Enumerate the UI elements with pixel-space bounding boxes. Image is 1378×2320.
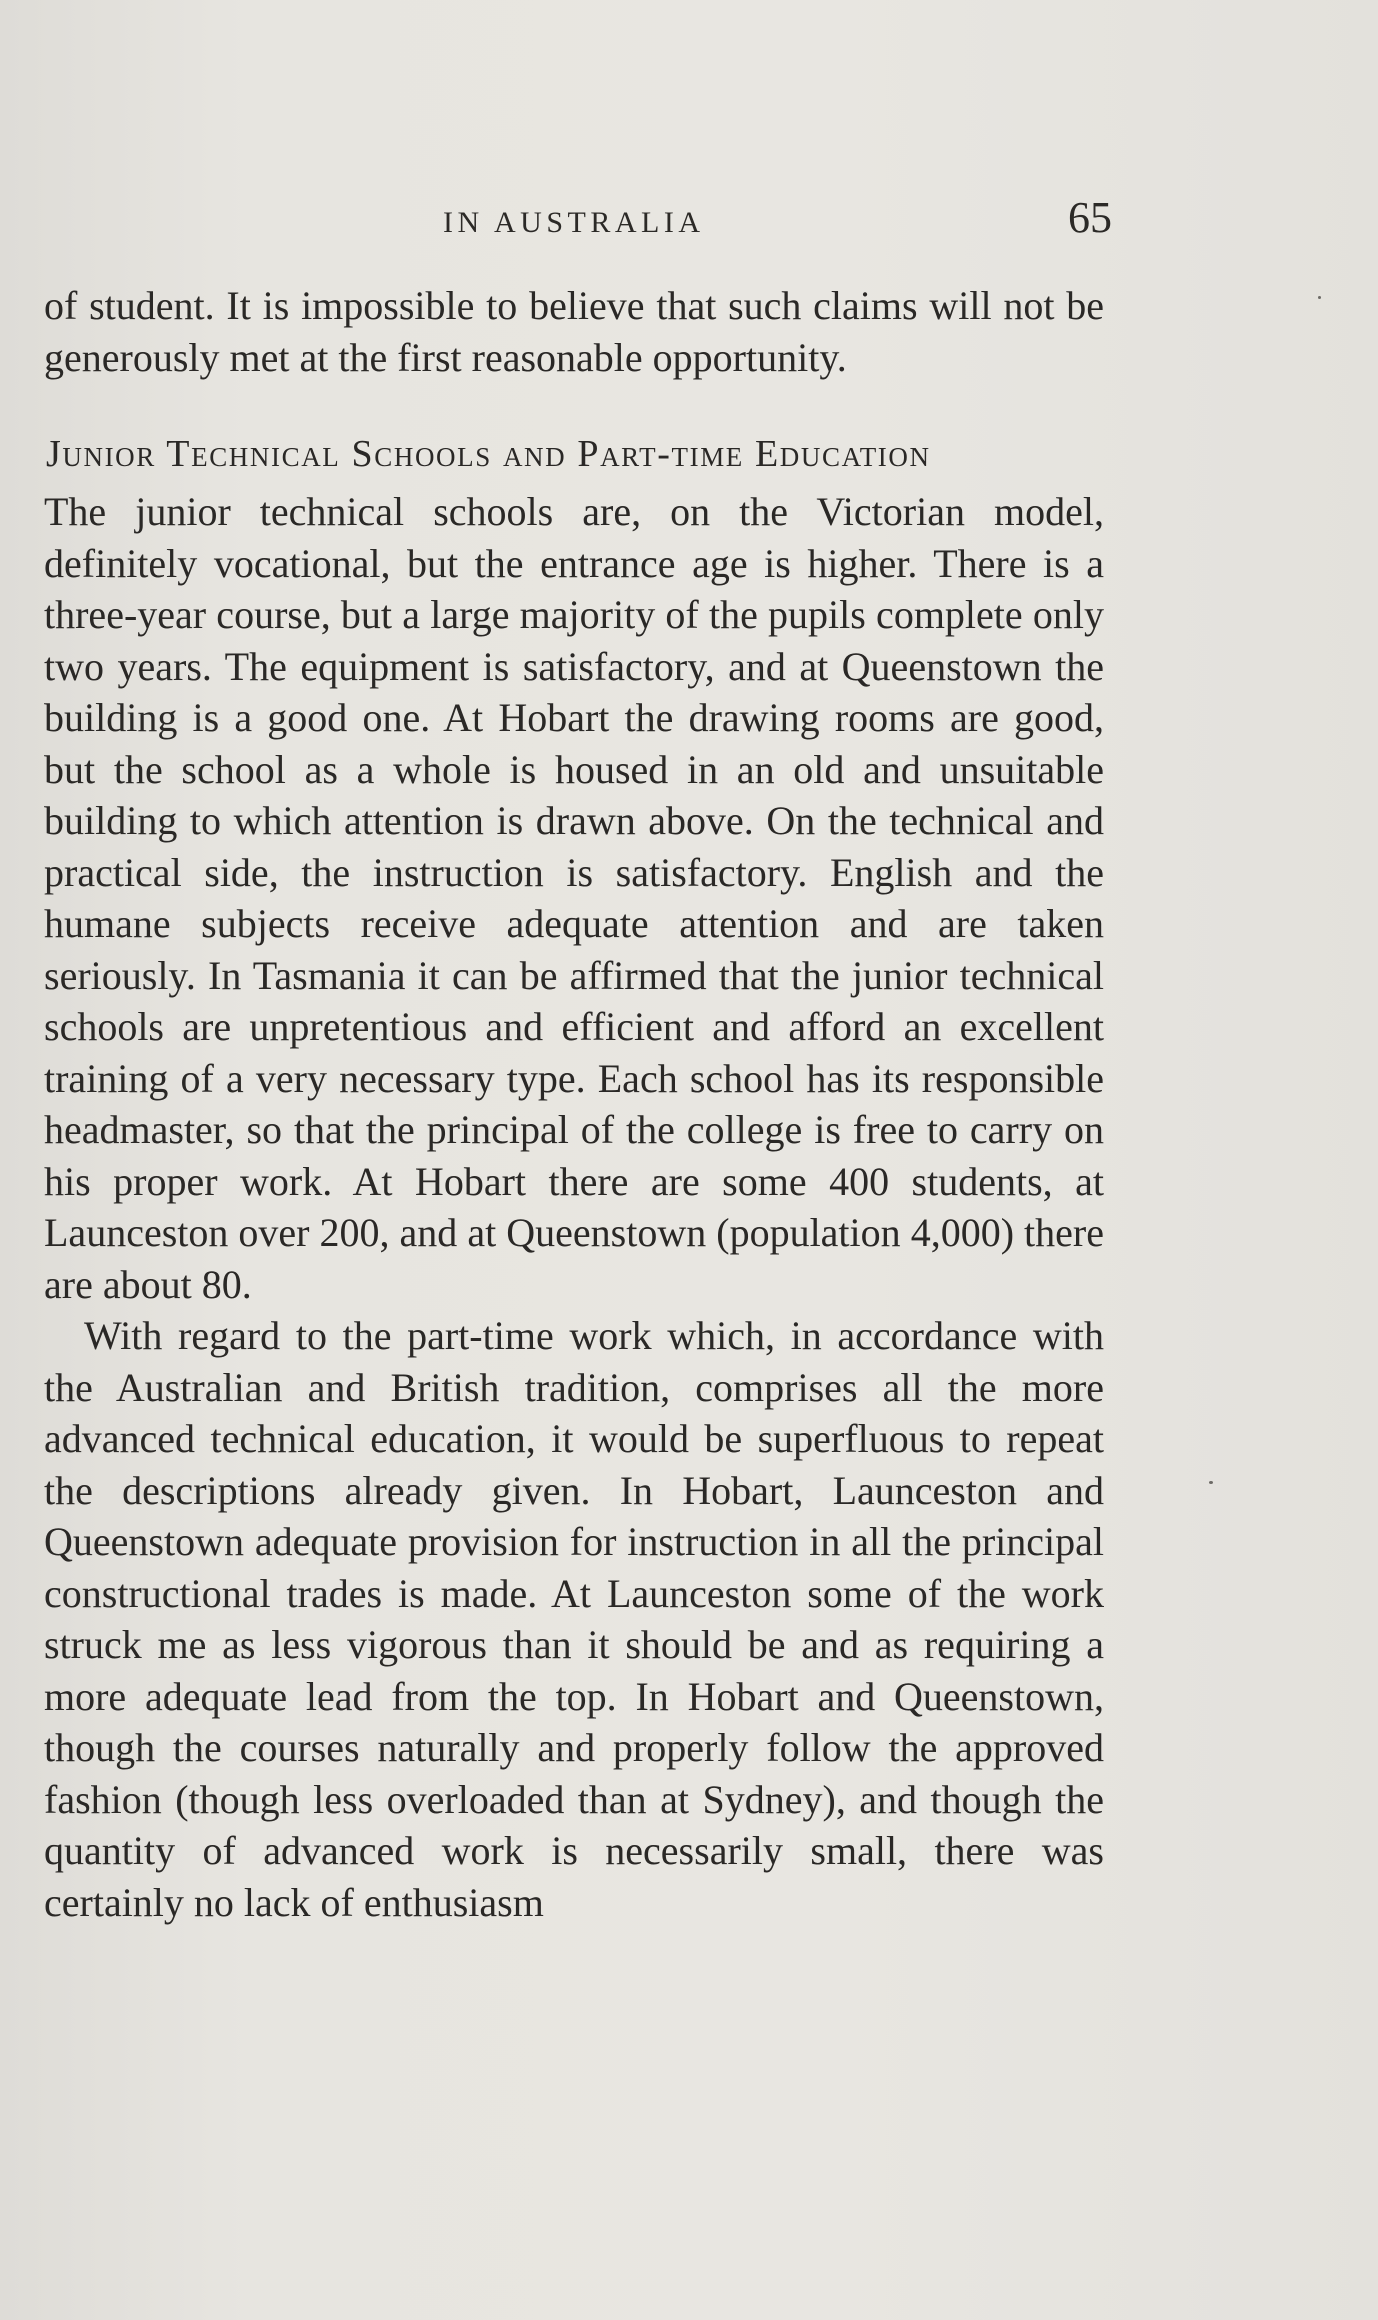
- section-heading: Junior Technical Schools and Part-time Education: [46, 433, 931, 475]
- junior-technical-paragraph: The junior technical schools are, on the Victorian model, definitely vocational, but the entrance age is higher. There is a three-year course, but a large majority of the pupils complete only two years. The equipment is satisfactory, and at Queenstown the building is a good one. At Hobart the drawing rooms are good, but the school as a whole is housed in an old and unsuitable building to which attention is drawn above. On the technical and practical side, the instruction is satisfactory. English and the humane subjects receive adequate attention and are taken seriously. In Tasmania it can be affirmed that the junior technical schools are unpretentious and efficient and afford an excellent training of a very necessary type. Each school has its responsible headmaster, so that the principal of the college is free to carry on his proper work. At Hobart there are some 400 students, at Launceston over 200, and at Queenstown (population 4,000) there are about 80.: [44, 489, 1104, 1307]
- page-number: 65: [1068, 193, 1112, 242]
- main-text-block: [44, 486, 1104, 1928]
- paper-speck: [1318, 296, 1321, 299]
- paper-speck: [1209, 1481, 1213, 1484]
- opening-paragraph-block: [44, 280, 1104, 383]
- opening-paragraph: of student. It is impossible to believe that such claims will not be generously met at the first reasonable opportunity.: [44, 283, 1104, 380]
- part-time-paragraph: With regard to the part-time work which, in accordance with the Australian and British tradition, comprises all the more advanced technical education, it would be superfluous to repeat the descriptions already given. In Hobart, Launceston and Queenstown adequate provision for instruction in all the principal constructional trades is made. At Launceston some of the work struck me as less vigorous than it should be and as requiring a more adequate lead from the top. In Hobart and Queenstown, though the courses naturally and properly follow the approved fashion (though less overloaded than at Sydney), and though the quantity of advanced work is necessarily small, there was certainly no lack of enthusiasm: [44, 1313, 1104, 1925]
- running-head: IN AUSTRALIA: [443, 206, 705, 239]
